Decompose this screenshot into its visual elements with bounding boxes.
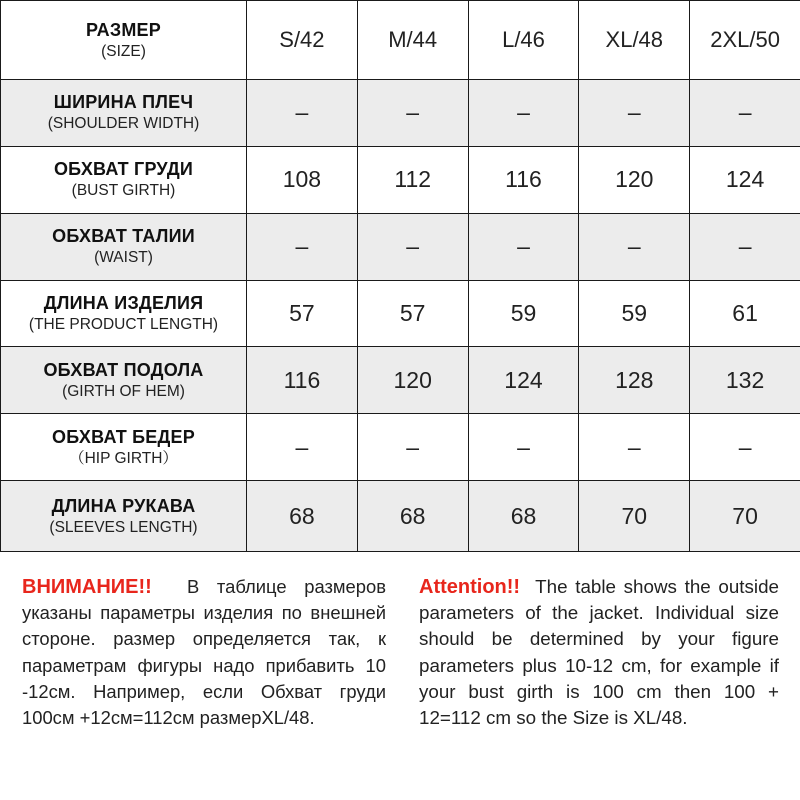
value-cell: –: [579, 80, 690, 147]
value-cell: 68: [357, 481, 468, 552]
row-label-en: (SLEEVES LENGTH): [49, 518, 198, 536]
value-cell: 59: [468, 280, 579, 347]
row-label-ru: ОБХВАТ БЕДЕР: [52, 426, 195, 447]
warning-label-en: Attention!!: [419, 576, 521, 598]
warning-label-ru: ВНИМАНИЕ!!: [22, 576, 152, 598]
row-label-cell: [1, 414, 247, 481]
header-size-l: L/46: [468, 1, 579, 80]
note-russian: [22, 574, 386, 731]
note-english: [419, 574, 779, 731]
value-cell: 116: [468, 146, 579, 213]
row-label-ru: ДЛИНА РУКАВА: [51, 495, 196, 516]
row-label-cell: [1, 213, 247, 280]
value-cell: 112: [357, 146, 468, 213]
value-cell: 124: [690, 146, 800, 213]
note-text-ru: В таблице размеров указаны параметры изделия по внешней стороне. размер определяется так, к параметрам фигуры надо прибавить 10 -12см. Например, если Обхват груди 100см +12см=112см размерXL/48.: [22, 576, 386, 729]
header-label-cell: [1, 1, 247, 80]
row-label-en: (SHOULDER WIDTH): [47, 115, 200, 133]
value-cell: 68: [468, 481, 579, 552]
header-size-2xl: 2XL/50: [690, 1, 800, 80]
value-cell: –: [690, 80, 800, 147]
value-cell: –: [579, 414, 690, 481]
row-label-cell: [1, 80, 247, 147]
value-cell: –: [468, 213, 579, 280]
row-label-cell: [1, 280, 247, 347]
table-row: [1, 280, 800, 347]
row-label-en: (WAIST): [94, 249, 153, 267]
header-size-m: M/44: [357, 1, 468, 80]
value-cell: 132: [690, 347, 800, 414]
table-header-row: [1, 1, 800, 80]
header-label-en: (SIZE): [101, 42, 146, 60]
table-row: [1, 80, 800, 147]
value-cell: 68: [247, 481, 358, 552]
value-cell: –: [690, 414, 800, 481]
value-cell: 59: [579, 280, 690, 347]
row-label-ru: ОБХВАТ ТАЛИИ: [52, 226, 195, 247]
value-cell: 57: [247, 280, 358, 347]
value-cell: 128: [579, 347, 690, 414]
row-label-en: （HIP GIRTH）: [69, 449, 178, 467]
row-label-en: (THE PRODUCT LENGTH): [28, 315, 219, 333]
table-row: [1, 414, 800, 481]
header-size-s: S/42: [247, 1, 358, 80]
value-cell: –: [579, 213, 690, 280]
row-label-cell: [1, 347, 247, 414]
table-row: [1, 481, 800, 552]
value-cell: –: [357, 80, 468, 147]
value-cell: –: [357, 213, 468, 280]
value-cell: –: [468, 414, 579, 481]
value-cell: 120: [579, 146, 690, 213]
value-cell: 70: [690, 481, 800, 552]
row-label-en: (GIRTH OF HEM): [62, 382, 185, 400]
value-cell: –: [247, 414, 358, 481]
row-label-cell: [1, 146, 247, 213]
row-label-ru: ШИРИНА ПЛЕЧ: [53, 92, 194, 113]
row-label-en: (BUST GIRTH): [71, 182, 176, 200]
value-cell: –: [247, 213, 358, 280]
note-text-en: The table shows the outside parameters of the jacket. Individual size should be determined by your figure parameters plus 10-12 cm, for example if your bust girth is 100 cm then 100 + 12=112 cm so the Size is XL/48.: [419, 576, 779, 729]
value-cell: –: [357, 414, 468, 481]
value-cell: 57: [357, 280, 468, 347]
header-label-ru: РАЗМЕР: [86, 19, 161, 40]
table-row: [1, 347, 800, 414]
row-label-ru: ОБХВАТ ПОДОЛА: [43, 359, 204, 380]
table-row: [1, 146, 800, 213]
size-table-body: [1, 1, 800, 552]
value-cell: 70: [579, 481, 690, 552]
value-cell: –: [247, 80, 358, 147]
value-cell: –: [690, 213, 800, 280]
row-label-ru: ДЛИНА ИЗДЕЛИЯ: [43, 292, 204, 313]
value-cell: 124: [468, 347, 579, 414]
value-cell: 108: [247, 146, 358, 213]
table-row: [1, 213, 800, 280]
row-label-cell: [1, 481, 247, 552]
value-cell: 61: [690, 280, 800, 347]
value-cell: 120: [357, 347, 468, 414]
value-cell: 116: [247, 347, 358, 414]
header-size-xl: XL/48: [579, 1, 690, 80]
value-cell: –: [468, 80, 579, 147]
row-label-ru: ОБХВАТ ГРУДИ: [53, 159, 194, 180]
